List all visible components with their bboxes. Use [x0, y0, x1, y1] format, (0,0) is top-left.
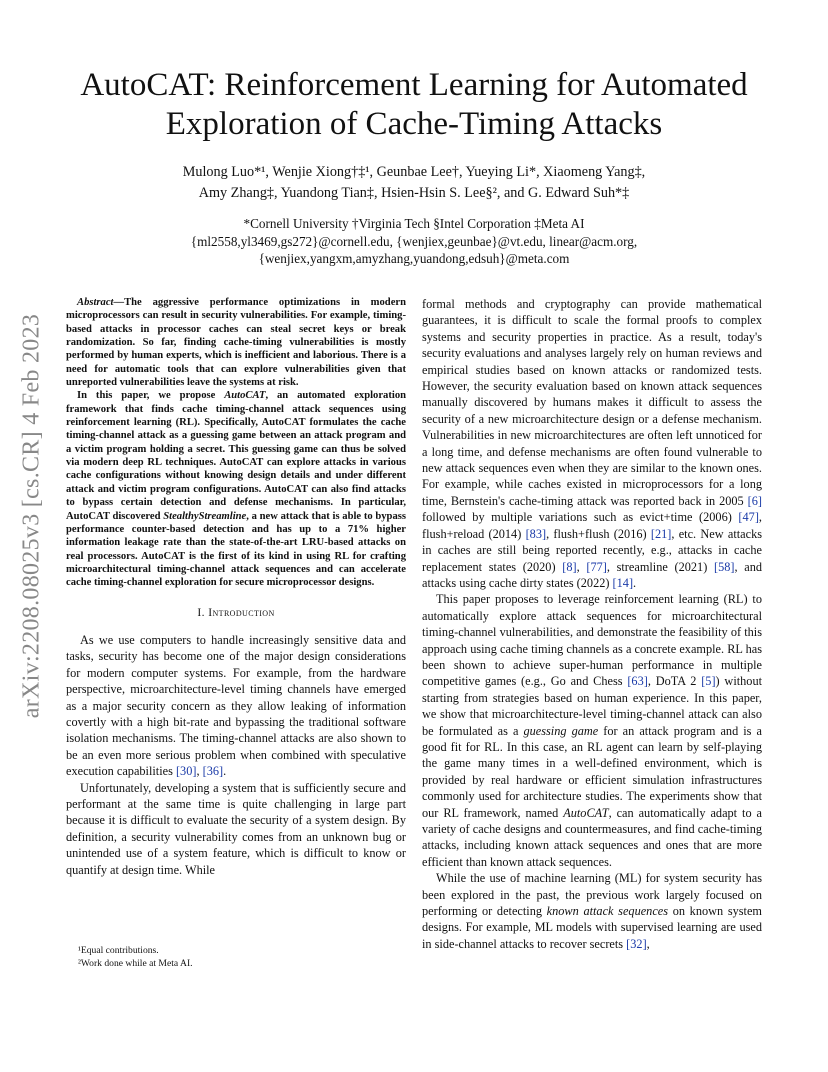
right-text-2c: ) without starting from strategies based on human experience. In this paper, we show that microarchitecture-level timing-channel attack can also be formulated as a [422, 674, 763, 738]
intro-paragraph-1 [66, 632, 406, 780]
guessing-game-term: guessing game [523, 723, 599, 738]
known-attack-sequences-term: known attack sequences [546, 904, 669, 919]
intro-text-1: As we use computers to handle increasingly sensitive data and tasks, security has become one of the major design considerations for modern computer systems. For example, from the hardware perspective, microarchitecture-level timing channels have emerged as a major security concern as they allow leaking of information covertly with a high bit-rate and bypassing the traditional software isolation mechanisms. The timing-channel attacks are also shown to be an even more serious problem when combined with speculative execution capabilities [66, 632, 406, 779]
citation-link[interactable]: [30] [175, 764, 197, 779]
right-column [422, 296, 762, 952]
citation-link[interactable]: [14] [612, 575, 634, 590]
right-paragraph-3 [422, 870, 762, 952]
arxiv-id: arXiv:2208.08025v3 [cs.CR] 4 Feb 2023 [18, 313, 45, 719]
footnotes [66, 945, 406, 970]
title-line-2: Exploration of Cache-Timing Attacks [165, 106, 663, 142]
intro-paragraph-2: Unfortunately, developing a system that is sufficiently secure and performant at the same time is quite challenging in large part because it is difficult to evaluate the security of a system design. By definition, a security vulnerability comes from an unknown bug or unintended use of a system feature, which is difficult to know or quantify at design time. While [66, 780, 406, 877]
abstract-stealthystreamline-term: StealthyStreamline [163, 510, 247, 522]
right-text-1g: , streamline (2021) [606, 559, 714, 574]
section-title: Introduction [208, 605, 275, 619]
citation-link[interactable]: [8] [562, 559, 577, 574]
abstract-text-2b: , an automated exploration framework that finds cache timing-channel attack sequences using reinforcement learning (RL). Specifically, AutoCAT formulates the cache timing-channel attack as a guessing game between an attack program and a victim program holding a secret. This guessing game can thus be solved via modern deep RL techniques. AutoCAT can explore attacks in various cache configurations without knowing design details and under different attack and victim program configurations. AutoCAT can also find attacks to bypass certain detection and defense mechanisms. In particular, AutoCAT discovered [66, 390, 407, 522]
authors-line-2: Amy Zhang‡, Yuandong Tian‡, Hsien-Hsin S. Lee§², and G. Edward Suh*‡ [198, 185, 630, 201]
right-paragraph-2 [422, 591, 762, 870]
affiliations [60, 215, 768, 268]
right-text-1c: , flush+reload (2014) [422, 510, 762, 541]
autocat-term: AutoCAT [563, 805, 609, 820]
right-text-2e: , can automatically adapt to a variety of cache designs and countermeasures, and find cache-timing attacks, including known attack sequences and ones that are more efficient than known attack sequences. [422, 805, 762, 869]
footnote-1: ¹Equal contributions. [78, 945, 159, 956]
left-column [66, 296, 406, 878]
section-numeral: I. [197, 605, 205, 619]
citation-link[interactable]: [83] [525, 526, 547, 541]
citation-link[interactable]: [63] [627, 674, 648, 689]
right-text-2b: , DoTA 2 [647, 674, 702, 689]
emails-line-1: {ml2558,yl3469,gs272}@cornell.edu, {wenjiex,geunbae}@vt.edu, linear@acm.org, [190, 233, 638, 249]
abstract-label: Abstract [77, 297, 114, 308]
abstract-paragraph-1 [66, 296, 406, 389]
right-text-1h: , and attacks using cache dirty states (2022) [422, 559, 762, 590]
authors-line-1: Mulong Luo*¹, Wenjie Xiong†‡¹, Geunbae Lee†, Yueying Li*, Xiaomeng Yang‡, [182, 164, 646, 180]
section-heading-introduction [66, 605, 406, 621]
citation-link[interactable]: [47] [738, 510, 759, 525]
title-line-1: AutoCAT: Reinforcement Learning for Automated [80, 67, 748, 103]
author-list [60, 162, 768, 204]
citation-link[interactable]: [36] [202, 764, 224, 779]
abstract [66, 296, 406, 590]
footnote-2: ²Work done while at Meta AI. [78, 957, 193, 969]
right-text-3b: on known system designs. For example, ML models with supervised learning are used in side-channel attacks to recover secrets [422, 904, 762, 951]
abstract-text-2a: In this paper, we propose [77, 390, 225, 402]
abstract-paragraph-2 [66, 389, 406, 589]
arxiv-sidebar-stamp [14, 292, 50, 740]
citation-link[interactable]: [21] [650, 526, 672, 541]
intro-separator: , [196, 764, 203, 779]
right-text-1e: , etc. New attacks in caches are still being reported recently, e.g., attacks in cache replacement states (2020) [422, 526, 762, 574]
citation-link[interactable]: [58] [713, 559, 735, 574]
right-text-1f: , [576, 559, 587, 574]
right-text-1i: . [633, 575, 637, 590]
citation-link[interactable]: [32] [626, 936, 647, 951]
emails-line-2: {wenjiex,yangxm,amyzhang,yuandong,edsuh}@meta.com [258, 251, 570, 266]
right-text-2a: This paper proposes to leverage reinforcement learning (RL) to automatically explore attack sequences for microarchitectural timing-channel vulnerabilities, and demonstrate the feasibility of this approach using cache timing channels as a concrete example. RL has been shown to achieve super-human performance in multiple competitive games (e.g., Go and Chess [422, 592, 762, 689]
right-text-2d: for an attack program and is a good fit for RL. In this case, an RL agent can learn by self-playing the game many times in a well-defined environment, which is provided by real hardware or efficient simulation infrastructures commonly used for architecture studies. The experiments show that our RL framework, named [422, 723, 762, 820]
right-text-3c: , [646, 936, 650, 951]
paper-title [60, 66, 768, 144]
right-text-1b: followed by multiple variations such as evict+time (2006) [422, 510, 739, 525]
right-text-1a: formal methods and cryptography can provide mathematical guarantees, it is difficult to scale the formal proofs to complex systems and security properties in practice. As a result, today's security evaluations and analyses largely rely on human reviews and empirical studies based on known attacks or randomized tests. However, the security evaluation based on known attack sequences manually discovered by humans makes it difficult to assess the security of a new microarchitecture design or a defense mechanism. Vulnerabilities in new microarchitectures are often left unnoticed for a long time, and defense mechanisms are often found vulnerable to new attack sequences even when they are similar to the known ones. For example, while caches existed in microprocessors for a long time, Bernstein's cache-timing attack was reported back in 2005 [422, 297, 762, 508]
citation-link[interactable]: [6] [747, 493, 762, 508]
abstract-text-2c: , a new attack that is able to bypass performance counter-based detection and has up to a 71% higher information leakage rate than the state-of-the-art LRU-based attacks on real processors. AutoCAT is the first of its kind in using RL for crafting microarchitectural timing-channel attack sequences and can accelerate cache timing-channel exploration for secure microprocessor designs. [66, 510, 406, 589]
affiliations-line-1: *Cornell University †Virginia Tech §Intel Corporation ‡Meta AI [243, 216, 585, 231]
intro-period: . [223, 764, 227, 779]
right-text-1d: , flush+flush (2016) [546, 526, 651, 541]
abstract-autocat-term: AutoCAT [224, 390, 266, 402]
abstract-text-1: —The aggressive performance optimizations in modern microprocessors can result in security vulnerabilities. For example, timing-based attacks in processor caches can steal secret keys or break randomization. So far, finding cache-timing vulnerabilities is mostly performed by human experts, which is inefficient and laborious. There is a need for automatic tools that can explore vulnerabilities given that unreported vulnerabilities leave the systems at risk. [66, 297, 406, 389]
citation-link[interactable]: [77] [586, 559, 607, 574]
citation-link[interactable]: [5] [701, 674, 716, 689]
right-text-3a: While the use of machine learning (ML) for system security has been explored in the past, the previous work largely focused on performing or detecting [422, 871, 762, 919]
right-paragraph-1 [422, 296, 762, 591]
